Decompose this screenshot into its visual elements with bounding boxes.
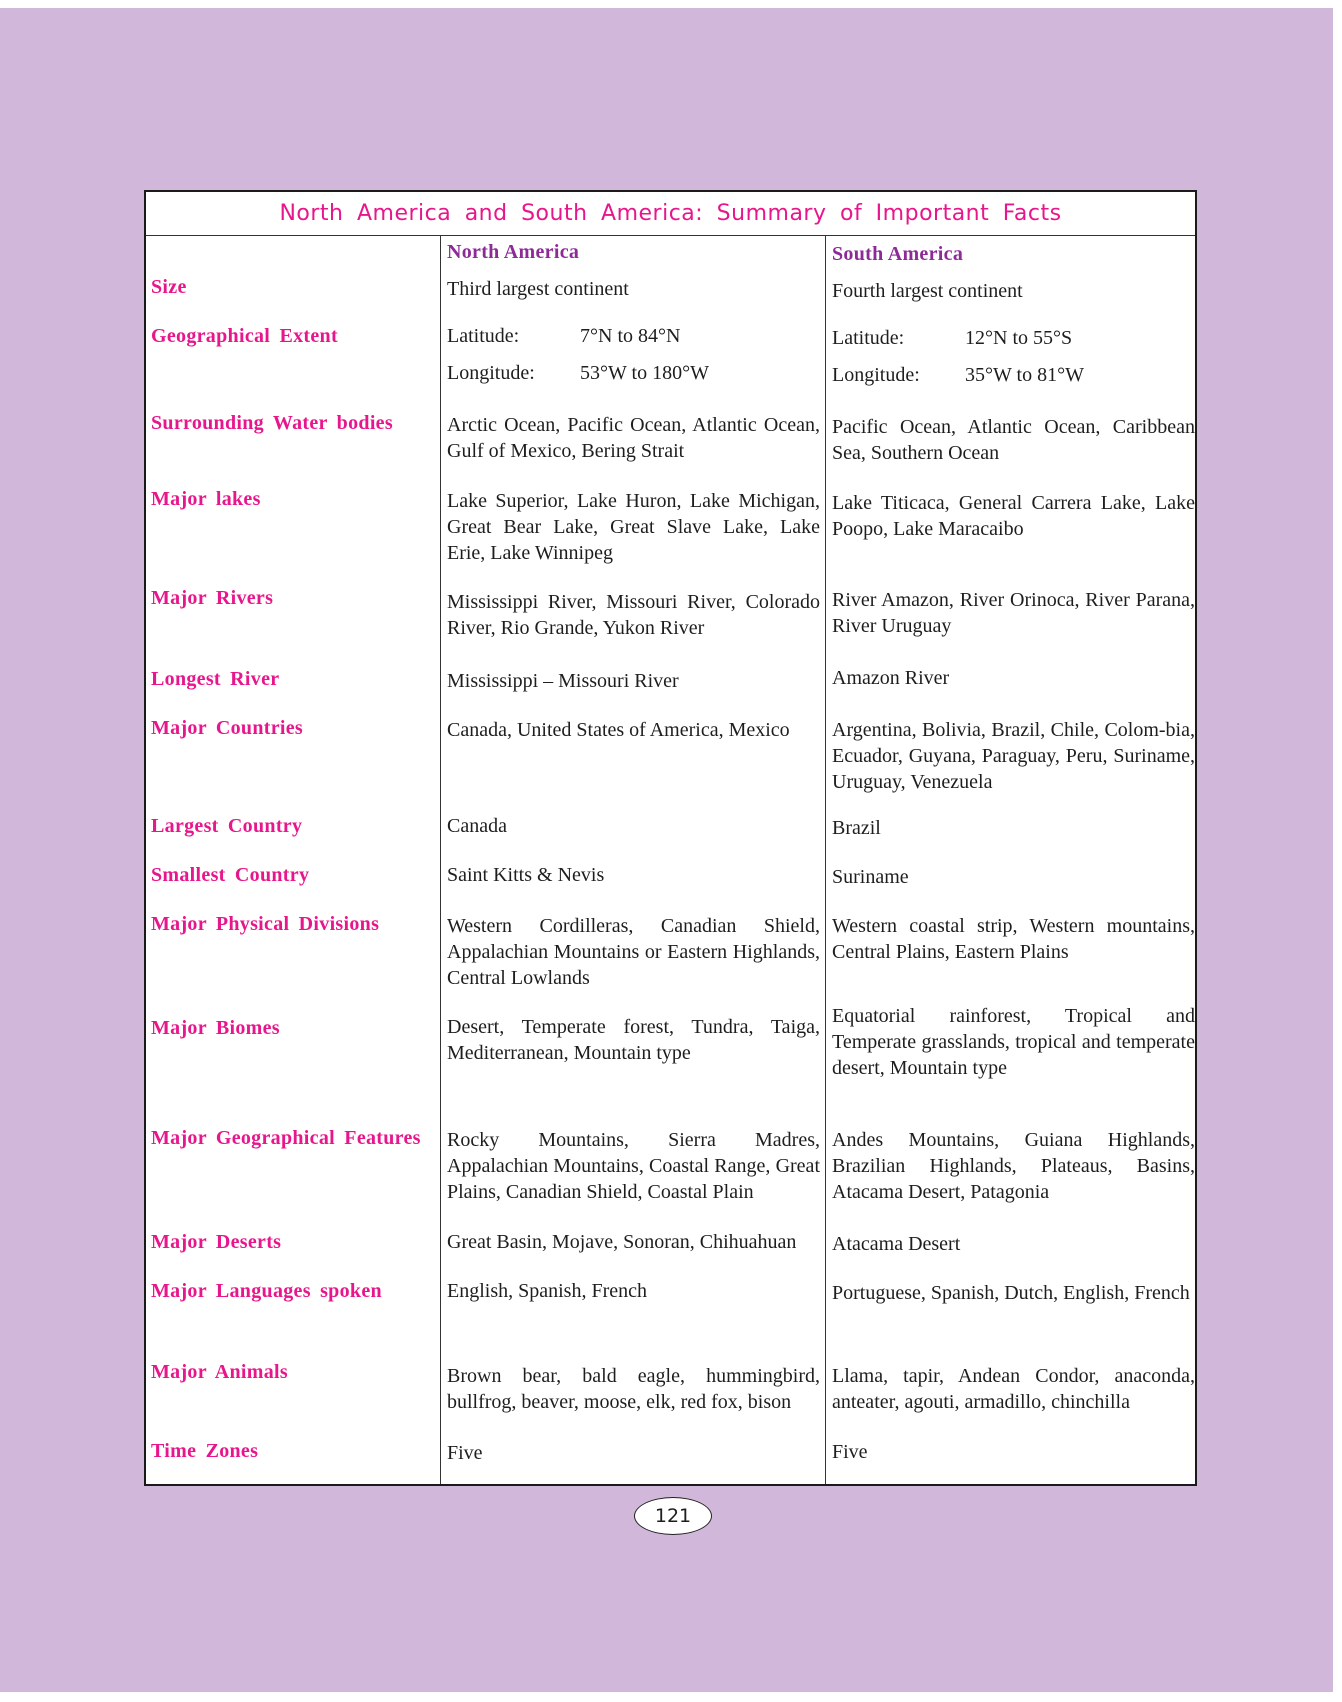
column-divider bbox=[825, 235, 826, 1484]
north-america-value: Saint Kitts & Nevis bbox=[447, 864, 605, 886]
south-america-value: Five bbox=[832, 1441, 868, 1463]
row-label: Size bbox=[151, 276, 187, 298]
latitude-label: Latitude: bbox=[447, 325, 520, 347]
row-label: Major Languages spoken bbox=[151, 1280, 382, 1302]
row-label: Major Deserts bbox=[151, 1231, 282, 1253]
north-america-value: English, Spanish, French bbox=[447, 1280, 647, 1302]
north-america-value: Canada, United States of America, Mexico bbox=[447, 719, 790, 741]
table-title: North America and South America: Summary of Important Facts bbox=[146, 192, 1195, 236]
south-america-value: Equatorial rainforest, Tropical and Temperate grasslands, tropical and temperate desert, Mountain type bbox=[832, 1005, 1195, 1079]
summary-table bbox=[144, 190, 1197, 1486]
row-label: Surrounding Water bodies bbox=[151, 412, 393, 434]
south-america-value: Lake Titicaca, General Carrera Lake, Lake Poopo, Lake Maracaibo bbox=[832, 492, 1195, 540]
row-label: Time Zones bbox=[151, 1440, 259, 1462]
south-america-value: Amazon River bbox=[832, 667, 950, 689]
north-america-value: Lake Superior, Lake Huron, Lake Michigan, Great Bear Lake, Great Slave Lake, Lake Erie, Lake Winnipeg bbox=[447, 490, 820, 564]
column-header-south-america: South America bbox=[832, 243, 964, 265]
south-america-value: Atacama Desert bbox=[832, 1233, 961, 1255]
row-label: Largest Country bbox=[151, 815, 303, 837]
south-america-value: Fourth largest continent bbox=[832, 280, 1023, 302]
latitude-value: 12°N to 55°S bbox=[965, 327, 1073, 349]
row-label: Major lakes bbox=[151, 488, 261, 510]
south-america-value: Andes Mountains, Guiana Highlands, Brazilian Highlands, Plateaus, Basins, Atacama Desert, Patagonia bbox=[832, 1129, 1195, 1203]
longitude-value: 35°W to 81°W bbox=[965, 364, 1084, 386]
south-america-value: Argentina, Bolivia, Brazil, Chile, Colom-bia, Ecuador, Guyana, Paraguay, Peru, Suriname, Uruguay, Venezuela bbox=[832, 719, 1195, 793]
longitude-value: 53°W to 180°W bbox=[580, 362, 709, 384]
row-label: Major Rivers bbox=[151, 587, 274, 609]
north-america-value: Five bbox=[447, 1442, 483, 1464]
north-america-value: Western Cordilleras, Canadian Shield, Appalachian Mountains or Eastern Highlands, Central Lowlands bbox=[447, 915, 820, 989]
south-america-value: River Amazon, River Orinoca, River Parana, River Uruguay bbox=[832, 589, 1195, 637]
north-america-value: Rocky Mountains, Sierra Madres, Appalachian Mountains, Coastal Range, Great Plains, Canadian Shield, Coastal Plain bbox=[447, 1129, 820, 1203]
north-america-value: Great Basin, Mojave, Sonoran, Chihuahuan bbox=[447, 1231, 797, 1253]
north-america-value: Brown bear, bald eagle, hummingbird, bullfrog, beaver, moose, elk, red fox, bison bbox=[447, 1365, 820, 1413]
latitude-value: 7°N to 84°N bbox=[580, 325, 681, 347]
north-america-value: Desert, Temperate forest, Tundra, Taiga, Mediterranean, Mountain type bbox=[447, 1016, 820, 1064]
north-america-value: Mississippi River, Missouri River, Colorado River, Rio Grande, Yukon River bbox=[447, 591, 820, 639]
north-america-value: Third largest continent bbox=[447, 278, 629, 300]
row-label: Smallest Country bbox=[151, 864, 310, 886]
north-america-value: Canada bbox=[447, 815, 507, 837]
row-label: Major Physical Divisions bbox=[151, 913, 380, 935]
north-america-value: Mississippi – Missouri River bbox=[447, 670, 679, 692]
latitude-label: Latitude: bbox=[832, 327, 905, 349]
longitude-label: Longitude: bbox=[832, 364, 920, 386]
south-america-value: Brazil bbox=[832, 817, 881, 839]
page-number: 121 bbox=[634, 1497, 712, 1535]
row-label: Major Animals bbox=[151, 1361, 288, 1383]
south-america-value: Pacific Ocean, Atlantic Ocean, Caribbean Sea, Southern Ocean bbox=[832, 416, 1195, 464]
column-header-north-america: North America bbox=[447, 241, 580, 263]
row-label: Geographical Extent bbox=[151, 325, 338, 347]
row-label: Major Countries bbox=[151, 717, 303, 739]
row-label: Longest River bbox=[151, 668, 280, 690]
south-america-value: Llama, tapir, Andean Condor, anaconda, anteater, agouti, armadillo, chinchilla bbox=[832, 1365, 1195, 1413]
north-america-value: Arctic Ocean, Pacific Ocean, Atlantic Ocean, Gulf of Mexico, Bering Strait bbox=[447, 414, 820, 462]
south-america-value: Suriname bbox=[832, 866, 909, 888]
row-label: Major Geographical Features bbox=[151, 1127, 421, 1149]
south-america-value: Western coastal strip, Western mountains, Central Plains, Eastern Plains bbox=[832, 915, 1195, 963]
row-label: Major Biomes bbox=[151, 1017, 280, 1039]
south-america-value: Portuguese, Spanish, Dutch, English, French bbox=[832, 1282, 1190, 1304]
longitude-label: Longitude: bbox=[447, 362, 535, 384]
